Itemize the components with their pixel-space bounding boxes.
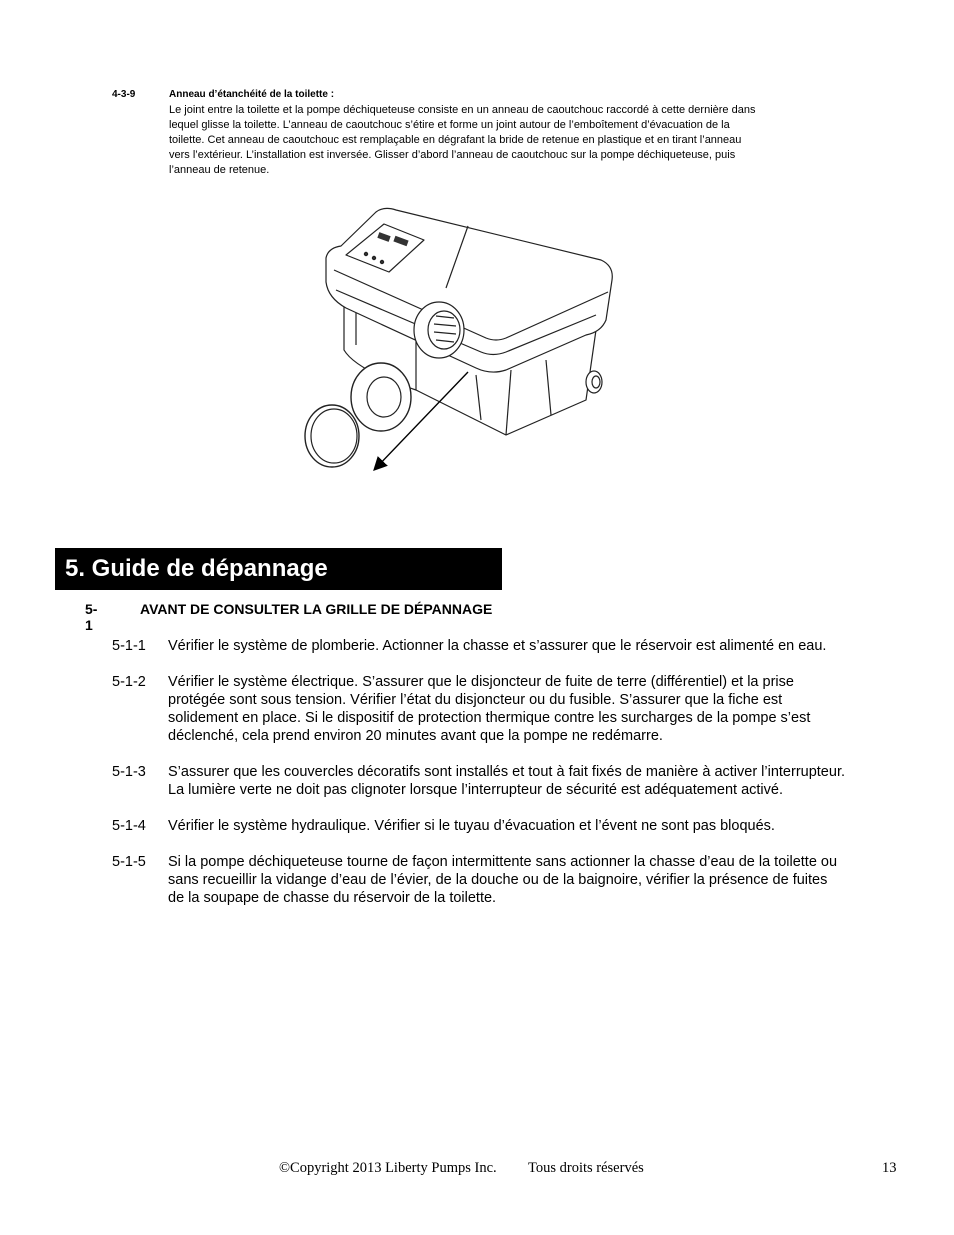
- rubber-seal-ring: [351, 363, 411, 431]
- inlet-port: [414, 302, 464, 358]
- body-line: toilette. Cet anneau de caoutchouc est remplaçable en dégrafant la bride de retenue en plastique et en tirant l’anneau: [169, 134, 742, 146]
- item-line: déclenché, cela prend environ 20 minutes avant que la pompe ne redémarre.: [168, 728, 663, 744]
- item-line: Vérifier le système hydraulique. Vérifier si le tuyau d’évacuation et l’évent ne sont pas bloqués.: [168, 818, 775, 834]
- body-line: lequel glisse la toilette. L’anneau de caoutchouc s’étire et forme un joint autour de l’emboîtement d’évacuation de la: [169, 119, 730, 131]
- item-line: S’assurer que les couvercles décoratifs sont installés et tout à fait fixés de manière à activer l’interrupteur.: [168, 764, 845, 780]
- subsection-title: AVANT DE CONSULTER LA GRILLE DE DÉPANNAGE: [140, 601, 493, 617]
- item-text: [168, 763, 845, 799]
- pump-seal-illustration: [296, 200, 626, 480]
- body-line: Le joint entre la toilette et la pompe déchiqueteuse consiste en un anneau de caoutchouc raccordé à cette dernière dans: [169, 104, 756, 116]
- item-line: Vérifier le système de plomberie. Actionner la chasse et s’assurer que le réservoir est alimenté en eau.: [168, 638, 827, 654]
- body-line: l’anneau de retenue.: [169, 164, 270, 176]
- item-text: [168, 637, 826, 655]
- section-number: 4-3-9: [112, 89, 136, 100]
- item-line: La lumière verte ne doit pas clignoter lorsque l’interrupteur de sécurité est adéquatement activé.: [168, 782, 783, 798]
- item-number: 5-1-1: [112, 638, 146, 654]
- item-text: [168, 673, 810, 745]
- item-number: 5-1-2: [112, 674, 146, 690]
- item-text: [168, 853, 837, 907]
- subsection-number: 5-1: [85, 601, 98, 633]
- item-number: 5-1-5: [112, 854, 146, 870]
- section-body: [169, 103, 849, 178]
- body-line: vers l’extérieur. L’installation est inversée. Glisser d’abord l’anneau de caoutchouc sur la pompe déchiqueteuse, puis: [169, 149, 736, 161]
- section-banner: 5. Guide de dépannage: [55, 548, 502, 590]
- item-number: 5-1-3: [112, 764, 146, 780]
- page-number: 13: [882, 1160, 897, 1176]
- item-line: Si la pompe déchiqueteuse tourne de façon intermittente sans actionner la chasse d’eau de la toilette ou: [168, 854, 838, 870]
- item-text: [168, 817, 775, 835]
- footer-copyright: ©Copyright 2013 Liberty Pumps Inc.: [279, 1160, 497, 1176]
- item-line: sans recueillir la vidange d’eau de l’évier, de la douche ou de la baignoire, vérifier la présence de fuites: [168, 872, 828, 888]
- item-line: protégée sont sous tension. Vérifier l’état du disjoncteur ou du fusible. S’assurer que la fiche est: [168, 692, 783, 708]
- item-number: 5-1-4: [112, 818, 146, 834]
- item-line: de la soupape de chasse du réservoir de la toilette.: [168, 890, 497, 906]
- footer-rights: Tous droits réservés: [528, 1160, 644, 1176]
- item-line: Vérifier le système électrique. S’assurer que le disjoncteur de fuite de terre (différentiel) et la prise: [168, 674, 794, 690]
- retaining-ring: [305, 405, 359, 467]
- section-title: Anneau d’étanchéité de la toilette :: [169, 89, 335, 100]
- item-line: solidement en place. Si le dispositif de protection thermique contre les surcharges de la pompe s’est: [168, 710, 811, 726]
